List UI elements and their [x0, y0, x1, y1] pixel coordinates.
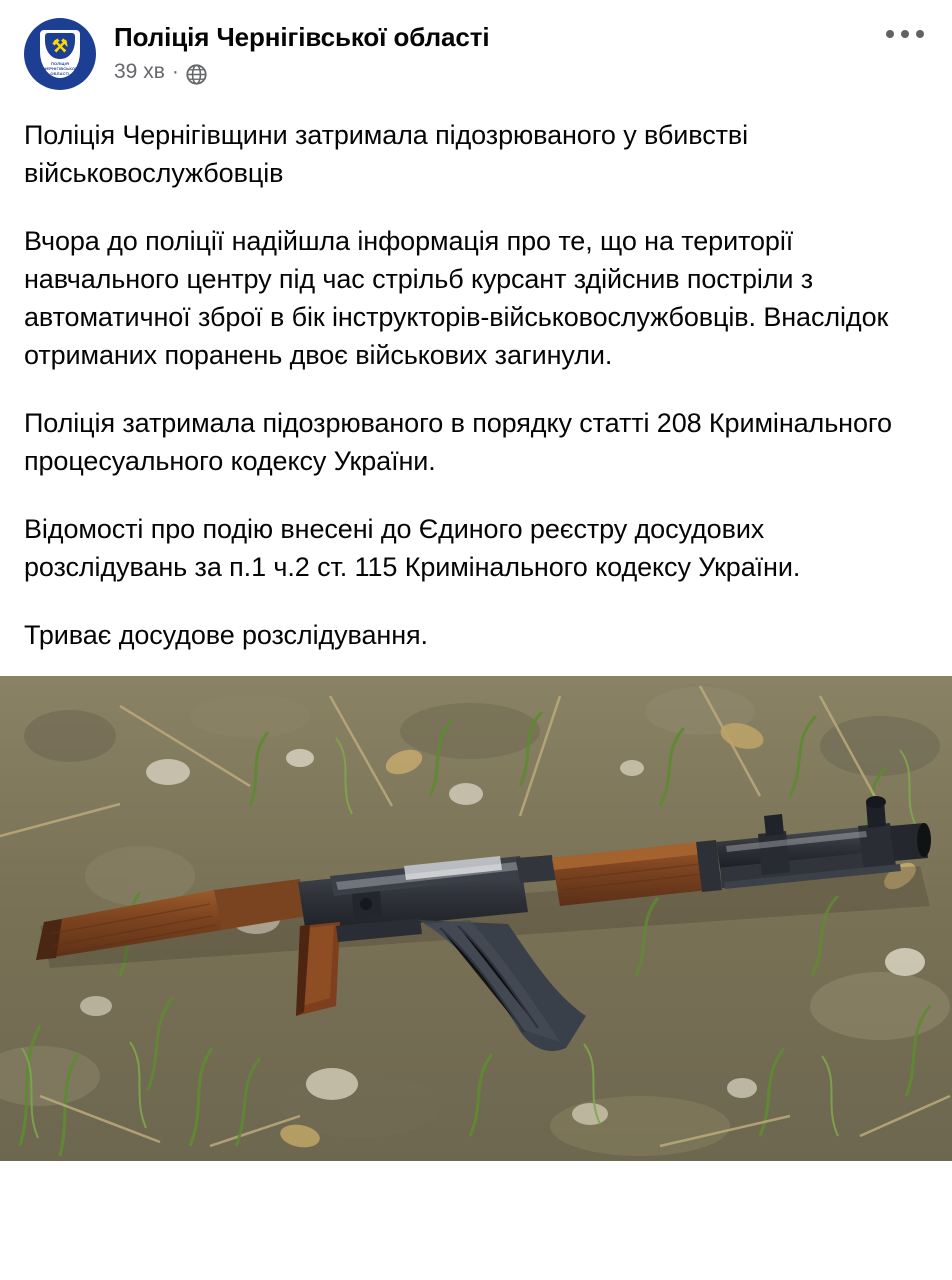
post-timestamp[interactable]: 39 хв — [114, 60, 165, 83]
assault-rifle-on-ground-photo — [0, 676, 952, 1161]
post-paragraph-4: Відомості про подію внесені до Єдиного реєстру досудових розслідувань за п.1 ч.2 ст. 115 Кримінального кодексу України. — [24, 514, 801, 582]
post-text — [0, 90, 952, 654]
post-paragraph-2: Вчора до поліції надійшла інформація про те, що на території навчального центру під час стрільб курсант здійснив постріли з автоматичної зброї в бік інструкторів-військовослужбовців. Внаслідок отриманих поранень двоє військових загинули. — [24, 226, 889, 370]
avatar[interactable] — [24, 18, 96, 90]
more-dot-2 — [901, 30, 909, 38]
more-dot-1 — [886, 30, 894, 38]
post-paragraph-3: Поліція затримала підозрюваного в порядку статті 208 Кримінального процесуального кодексу України. — [24, 408, 892, 476]
globe-icon[interactable] — [186, 64, 207, 85]
meta-separator: · — [171, 60, 179, 83]
avatar-emblem-text: ПОЛІЦІЯ ЧЕРНІГІВСЬКОЇ ОБЛАСТІ — [43, 61, 77, 76]
post-paragraph-1: Поліція Чернігівщини затримала підозрюваного у вбивстві військовослужбовців — [24, 120, 749, 188]
shield-inner — [45, 33, 75, 59]
more-dot-3 — [916, 30, 924, 38]
page-name[interactable]: Поліція Чернігівської області — [114, 22, 490, 52]
post-image[interactable] — [0, 676, 952, 1161]
post-header — [0, 0, 952, 90]
header-text — [114, 18, 490, 85]
post-paragraph-5: Триває досудове розслідування. — [24, 620, 428, 650]
post-meta — [114, 59, 490, 85]
tryzub-icon: ⚒ — [51, 36, 69, 56]
more-options-icon[interactable] — [886, 30, 924, 38]
police-shield-icon — [40, 30, 80, 78]
